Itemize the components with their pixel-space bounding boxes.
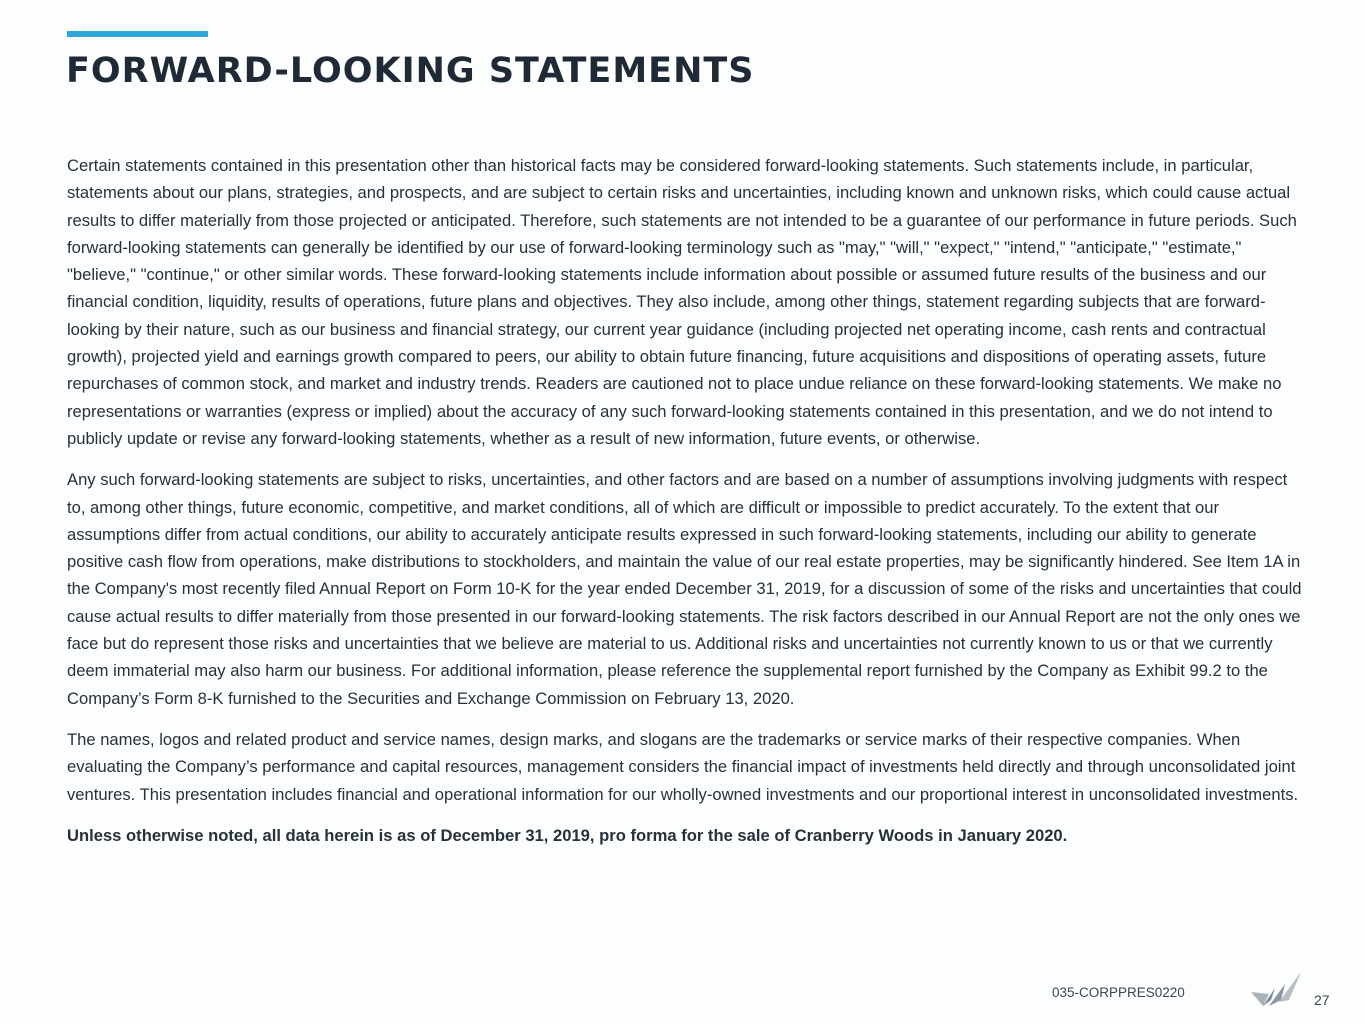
data-as-of-note: Unless otherwise noted, all data herein is as of December 31, 2019, pro forma for the sale of Cranberry Woods in January 2020. — [67, 825, 1068, 845]
paragraph-risk-factors: Any such forward-looking statements are subject to risks, uncertainties, and other factors and are based on a number of assumptions involving judgments with respect to, among other things, future economic, competitive, and market conditions, all of which are difficult or impossible to predict accurately. To the extent that our assumptions differ from actual conditions, our ability to accurately anticipate results expressed in such forward-looking statements, including our ability to generate positive cash flow from operations, make distributions to stockholders, and maintain the value of our real estate properties, may be significantly hindered. See Item 1A in the Company's most recently filed Annual Report on Form 10-K for the year ended December 31, 2019, for a discussion of some of the risks and uncertainties that could cause actual results to differ materially from those presented in our forward-looking statements. The risk factors described in our Annual Report are not the only ones we face but do represent those risks and uncertainties that we believe are material to us. Additional risks and uncertainties not currently known to us or that we currently deem immaterial may also harm our business. For additional information, please reference the supplemental report furnished by the Company as Exhibit 99.2 to the Company’s Form 8-K furnished to the Securities and Exchange Commission on February 13, 2020. — [67, 470, 1302, 708]
document-code: 035-CORPPRES0220 — [1052, 985, 1185, 1000]
statement-body — [67, 152, 1307, 863]
title-accent-bar — [67, 31, 208, 37]
paragraph-forward-looking: Certain statements contained in this presentation other than historical facts may be considered forward-looking statements. Such statements include, in particular, statements about our plans, strategies, and prospects, and are subject to certain risks and uncertainties, including known and unknown risks, which could cause actual results to differ materially from those projected or anticipated. Therefore, such statements are not intended to be a guarantee of our performance in future periods. Such forward-looking statements can generally be identified by our use of forward-looking terminology such as "may," "will," "expect," "intend," "anticipate," "estimate," "believe," "continue," or other similar words. These forward-looking statements include information about possible or assumed future results of the business and our financial condition, liquidity, results of operations, future plans and objectives. They also include, among other things, statement regarding subjects that are forward-looking by their nature, such as our business and financial strategy, our current year guidance (including projected net operating income, cash rents and contractual growth), projected yield and earnings growth compared to peers, our ability to obtain future financing, future acquisitions and dispositions of operating assets, future repurchases of common stock, and market and industry trends. Readers are cautioned not to place undue reliance on these forward-looking statements. We make no representations or warranties (express or implied) about the accuracy of any such forward-looking statements contained in this presentation, and we do not intend to publicly update or revise any forward-looking statements, whether as a result of new information, future events, or otherwise. — [67, 156, 1297, 448]
page-number: 27 — [1314, 992, 1330, 1008]
paragraph-trademarks: The names, logos and related product and service names, design marks, and slogans are the trademarks or service marks of their respective companies. When evaluating the Company’s performance and capital resources, management considers the financial impact of investments held directly and through unconsolidated joint ventures. This presentation includes financial and operational information for our wholly-owned investments and our proportional interest in unconsolidated investments. — [67, 729, 1299, 804]
page-title: FORWARD-LOOKING STATEMENTS — [66, 51, 755, 91]
company-logo-icon — [1249, 970, 1303, 1010]
